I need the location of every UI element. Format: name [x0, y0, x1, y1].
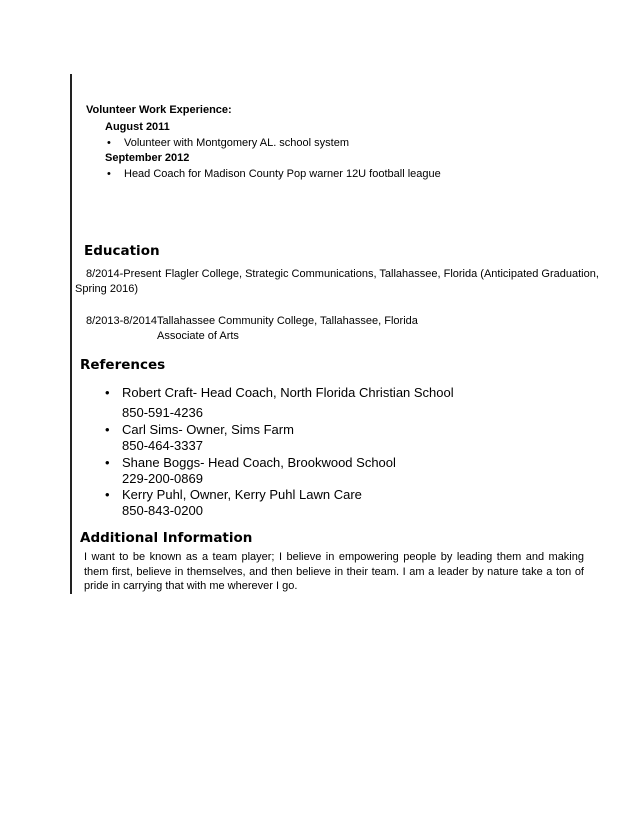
education-desc-1-cont: Spring 2016)	[75, 283, 138, 295]
reference-name-2: • Carl Sims- Owner, Sims Farm	[122, 422, 294, 437]
reference-phone-3: 229-200-0869	[122, 471, 203, 486]
education-degree-2: Associate of Arts	[157, 330, 239, 342]
reference-name-4: • Kerry Puhl, Owner, Kerry Puhl Lawn Care	[122, 487, 362, 502]
left-border-line	[70, 74, 72, 594]
education-heading: Education	[84, 243, 160, 259]
education-dates-1: 8/2014-Present	[86, 268, 162, 280]
education-desc-1: Flagler College, Strategic Communications, Tallahassee, Florida (Anticipated Graduation,	[165, 268, 599, 280]
volunteer-date-1: August 2011	[105, 121, 170, 133]
reference-phone-1: 850-591-4236	[122, 405, 203, 420]
volunteer-item-2: • Head Coach for Madison County Pop warner 12U football league	[124, 168, 441, 180]
education-desc-2: Tallahassee Community College, Tallahassee, Florida	[157, 315, 418, 327]
reference-name-1: • Robert Craft- Head Coach, North Florida Christian School	[122, 385, 454, 400]
education-dates-2: 8/2013-8/2014	[86, 315, 157, 327]
references-heading: References	[80, 357, 166, 373]
volunteer-heading: Volunteer Work Experience:	[86, 104, 232, 116]
reference-phone-4: 850-843-0200	[122, 503, 203, 518]
additional-info-text: I want to be known as a team player; I believe in empowering people by leading them and making them first, believe in themselves, and then believe in their team. I am a leader by nature take a ton of pride in carrying that with me wherever I go.	[84, 551, 584, 592]
volunteer-item-1: • Volunteer with Montgomery AL. school system	[124, 137, 349, 149]
reference-name-3: • Shane Boggs- Head Coach, Brookwood School	[122, 455, 396, 470]
additional-info-heading: Additional Information	[80, 530, 253, 546]
volunteer-date-2: September 2012	[105, 152, 190, 164]
reference-phone-2: 850-464-3337	[122, 438, 203, 453]
